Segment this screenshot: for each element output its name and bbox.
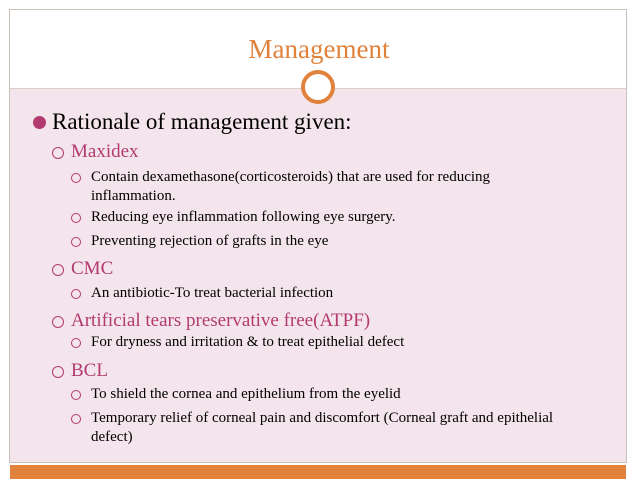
ring-bullet-icon xyxy=(71,173,81,183)
bcl-item-1: To shield the cornea and epithelium from the eyelid xyxy=(91,386,401,402)
ring-bullet-icon xyxy=(52,366,64,378)
maxidex-heading: Maxidex xyxy=(71,141,139,162)
bcl-heading: BCL xyxy=(71,360,108,381)
ring-bullet-icon xyxy=(52,264,64,276)
cmc-heading: CMC xyxy=(71,258,114,279)
bottom-accent-bar xyxy=(10,465,626,479)
bcl-item-2: Temporary relief of corneal pain and discomfort (Corneal graft and epithelial defect) xyxy=(91,410,554,445)
main-bullet: Rationale of management given: xyxy=(52,109,352,134)
ring-bullet-icon xyxy=(71,390,81,400)
slide-title: Management xyxy=(248,34,390,64)
ring-bullet-icon xyxy=(71,237,81,247)
ring-bullet-icon xyxy=(71,414,81,424)
maxidex-item-1: Contain dexamethasone(corticosteroids) that are used for reducing inflammation. xyxy=(91,169,491,204)
ring-bullet-icon xyxy=(71,213,81,223)
atpf-heading: Artificial tears preservative free(ATPF) xyxy=(71,310,371,331)
maxidex-item-2: Reducing eye inflammation following eye surgery. xyxy=(91,209,396,225)
cmc-item-1: An antibiotic-To treat bacterial infection xyxy=(91,285,334,301)
atpf-item-1: For dryness and irritation & to treat epithelial defect xyxy=(91,334,405,350)
maxidex-item-3: Preventing rejection of grafts in the eye xyxy=(91,233,329,249)
ring-bullet-icon xyxy=(71,338,81,348)
filled-bullet-icon xyxy=(33,116,46,129)
circle-ornament-icon xyxy=(301,70,335,104)
ring-bullet-icon xyxy=(52,147,64,159)
ring-bullet-icon xyxy=(71,289,81,299)
ring-bullet-icon xyxy=(52,316,64,328)
